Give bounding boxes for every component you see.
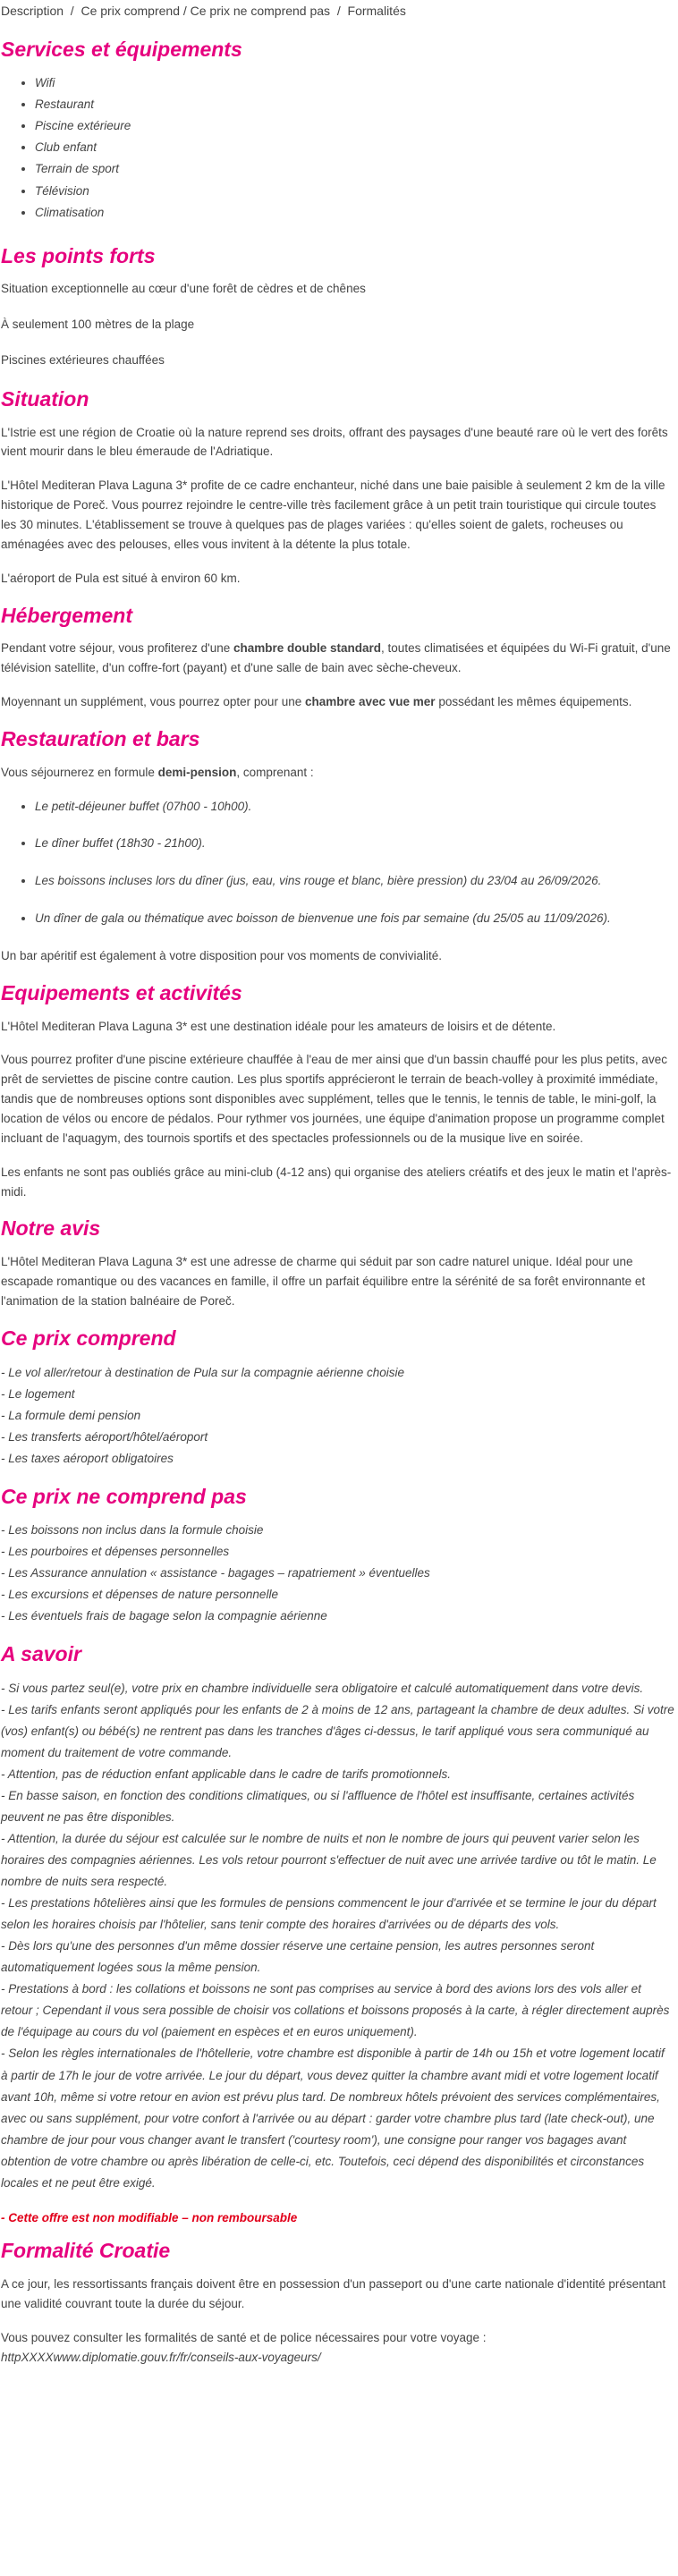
list-item: • Wifi	[35, 72, 674, 94]
list-item: • Piscine extérieure	[35, 115, 674, 137]
price-includes-list	[1, 1362, 674, 1470]
board-type: demi-pension	[157, 765, 237, 779]
list-item: - Le vol aller/retour à destination de Pula sur la compagnie aérienne choisie	[1, 1365, 405, 1379]
highlight-item: À seulement 100 mètres de la plage	[1, 318, 195, 332]
situation-paragraph: L'Istrie est une région de Croatie où la nature reprend ses droits, offrant des paysages d'une beauté rare où le vert des forêts vient mourir dans le bleu émeraude de l'Adriatique.	[1, 425, 668, 459]
list-item: - La formule demi pension	[1, 1408, 141, 1422]
review-heading: Notre avis	[1, 1216, 101, 1241]
dining-heading: Restauration et bars	[1, 726, 200, 750]
list-item: • Un dîner de gala ou thématique avec boisson de bienvenue une fois par semaine (du 25/05 au 11/09/2026).	[35, 909, 674, 928]
list-item: - Le logement	[1, 1386, 75, 1401]
list-item: • Climatisation	[35, 202, 674, 224]
activities-heading: Equipements et activités	[1, 980, 242, 1004]
situation-paragraph: L'Hôtel Mediteran Plava Laguna 3* profite de ce cadre enchanteur, niché dans une baie paisible à seulement 2 km de la ville historique de Poreč. Vous pourrez rejoindre le centre-ville très facilement grâce à un petit train touristique qui circule toutes les 30 minutes. L'établissement se trouve à quelques pas de plages variées : qu'elles soient de galets, rocheuses ou aménagées avec des pelouses, elles vous invitent à la détente la plus totale.	[1, 479, 665, 551]
list-item: - Les boissons non inclus dans la formule choisie	[1, 1523, 264, 1538]
highlights-list	[1, 279, 674, 370]
accommodation-heading: Hébergement	[1, 603, 132, 627]
tab-formalities[interactable]: Formalités	[347, 4, 406, 18]
services-heading: Services et équipements	[1, 37, 242, 61]
text-fragment: Moyennant un supplément, vous pourrez opter pour une	[1, 695, 305, 709]
tab-separator: /	[66, 4, 78, 18]
list-item: • Club enfant	[35, 137, 674, 158]
list-item: • Le petit-déjeuner buffet (07h00 - 10h00).	[35, 797, 674, 817]
list-item: • Télévision	[35, 181, 674, 202]
accommodation-paragraph	[1, 639, 674, 678]
formalities-paragraph: A ce jour, les ressortissants français doivent être en possession d'un passeport ou d'une carte nationale d'identité présentant une validité couvrant toute la durée du séjour.	[1, 2277, 666, 2311]
dining-outro: Un bar apéritif est également à votre disposition pour vos moments de convivialité.	[1, 949, 443, 962]
list-item: - Les transferts aéroport/hôtel/aéroport	[1, 1429, 208, 1444]
dining-intro	[1, 763, 674, 783]
good-to-know-heading: A savoir	[1, 1642, 81, 1666]
formalities-heading: Formalité Croatie	[1, 2239, 171, 2263]
non-refundable-warning: - Cette offre est non modifiable – non remboursable	[1, 2210, 298, 2224]
good-to-know-text: - Si vous partez seul(e), votre prix en chambre individuelle sera obligatoire et calculé automatiquement dans votre devis. - Les tarifs enfants seront appliqués pour les enfants de 2 à moins de 12 ans, partageant la chambre de deux adultes. Si votre (vos) enfant(s) ou bébé(s) ne rentrent pas dans les tranches d'âges ci-dessus, le tarif appliqué vous sera communiqué au moment du traitement de votre commande. - Attention, pas de réduction enfant applicable dans le cadre de tarifs promotionnels. - En basse saison, en fonction des conditions climatiques, ou si l'affluence de l'hôtel est insuffisante, certaines activités peuvent ne pas être disponibles. - Attention, la durée du séjour est calculée sur le nombre de nuits et non le nombre de jours qui peuvent varier selon les horaires des compagnies aériennes. Les vols retour pourront s'effectuer de nuit avec une arrivée tardive ou tôt le matin. Le nombre de nuits sera respecté. - Les prestations hôtelières ainsi que les formules de pensions commencent le jour d'arrivée et se termine le jour du départ selon les horaires choisis par l'hôtelier, sans tenir compte des horaires d'arrivées ou de départs des vols. - Dès lors qu'une des personnes d'un même dossier réserve une certaine pension, les autres personnes seront automatiquement logées sous la même pension. - Prestations à bord : les collations et boissons ne sont pas comprises au service à bord des avions lors des vols aller et retour ; Cependant il vous sera possible de choisir vos collations et boissons proposés à la carte, à régler directement auprès de l'équipage au cours du vol (paiement en espèces et en euros uniquement). - Selon les règles internationales de l'hôtellerie, votre chambre est disponible à partir de 14h ou 15h et votre logement locatif à partir de 17h le jour de votre arrivée. Le jour du départ, vous devez quitter la chambre avant midi et votre logement locatif avant 10h, même si votre retour en avion est prévu plus tard. De nombreux hôtels prévoient des services complémentaires, avec ou sans supplément, pour votre confort à l'arrivée ou au départ : garder votre chambre plus tard (late check-out), une chambre de jour pour vous changer avant le transfert ('courtesy room'), une consigne pour ranger vos bagages avant obtention de votre chambre ou après libération de celle-ci, etc. Toutefois, ceci dépend des disponibilités et circonstances locales et ne peut être exigé.	[1, 1682, 674, 2190]
text-fragment: possédant les mêmes équipements.	[435, 695, 632, 709]
text-fragment: Vous séjournerez en formule	[1, 765, 158, 779]
tab-bar	[1, 0, 674, 29]
text-fragment: Pendant votre séjour, vous profiterez d'une	[1, 641, 233, 656]
services-list	[1, 72, 674, 223]
accommodation-paragraph	[1, 692, 674, 712]
tab-description[interactable]: Description	[1, 4, 64, 18]
list-item: • Les boissons incluses lors du dîner (jus, eau, vins rouge et blanc, bière pression) du 23/04 au 26/09/2026.	[35, 871, 674, 891]
diplomatie-link[interactable]: httpXXXXwww.diplomatie.gouv.fr/fr/conseils-aux-voyageurs/	[1, 2350, 321, 2364]
review-paragraph: L'Hôtel Mediteran Plava Laguna 3* est une adresse de charme qui séduit par son cadre naturel unique. Idéal pour une escapade romantique ou des vacances en famille, il offre un parfait équilibre entre la sérénité de sa forêt environnante et l'animation de la station balnéaire de Poreč.	[1, 1255, 646, 1308]
tab-separator: /	[333, 4, 344, 18]
formalities-paragraph: Vous pouvez consulter les formalités de santé et de police nécessaires pour votre voyage :	[1, 2330, 487, 2344]
activities-paragraph: L'Hôtel Mediteran Plava Laguna 3* est une destination idéale pour les amateurs de loisirs et de détente.	[1, 1019, 556, 1033]
list-item: - Les taxes aéroport obligatoires	[1, 1451, 174, 1465]
room-type: chambre double standard	[233, 641, 382, 656]
list-item: - Les pourboires et dépenses personnelles	[1, 1545, 230, 1559]
room-type: chambre avec vue mer	[304, 695, 436, 709]
list-item: - Les excursions et dépenses de nature personnelle	[1, 1588, 278, 1602]
list-item: • Terrain de sport	[35, 158, 674, 180]
highlight-item: Situation exceptionnelle au cœur d'une forêt de cèdres et de chênes	[1, 282, 366, 296]
list-item: • Le dîner buffet (18h30 - 21h00).	[35, 834, 674, 853]
list-item: - Les Assurance annulation « assistance - bagages – rapatriement » éventuelles	[1, 1566, 430, 1580]
activities-paragraph: Les enfants ne sont pas oubliés grâce au mini-club (4-12 ans) qui organise des ateliers créatifs et des jeux le matin et l'après-midi.	[1, 1165, 672, 1199]
highlights-heading: Les points forts	[1, 243, 156, 267]
situation-heading: Situation	[1, 386, 89, 411]
text-fragment: , toutes climatisées et équipées du Wi-Fi gratuit, d'une télévision satellite, d'un coffre-fort (payant) et d'une salle de bain avec sèche-cheveux.	[1, 641, 671, 675]
text-fragment: , comprenant :	[236, 765, 314, 779]
price-excludes-heading: Ce prix ne comprend pas	[1, 1484, 247, 1508]
price-includes-heading: Ce prix comprend	[1, 1326, 176, 1350]
activities-paragraph: Vous pourrez profiter d'une piscine extérieure chauffée à l'eau de mer ainsi que d'un bassin chauffé pour les plus petits, avec prêt de serviettes de piscine contre caution. Les plus sportifs apprécieront le terrain de beach-volley à proximité immédiate, tandis que de nombreuses options sont disponibles avec supplément, telles que le tennis, le tennis de table, le mini-golf, la location de vélos ou encore de pédalos. Pour rythmer vos journées, une équipe d'animation propose un programme complet incluant de l'aquagym, des tournois sportifs et des spectacles professionnels ou de la musique live en soirée.	[1, 1053, 667, 1145]
list-item: - Les éventuels frais de bagage selon la compagnie aérienne	[1, 1609, 327, 1623]
tab-price-includes[interactable]: Ce prix comprend / Ce prix ne comprend pas	[81, 4, 331, 18]
situation-paragraph: L'aéroport de Pula est situé à environ 60 km.	[1, 571, 241, 585]
price-excludes-list	[1, 1520, 674, 1627]
highlight-item: Piscines extérieures chauffées	[1, 353, 165, 367]
dining-list	[1, 797, 674, 928]
list-item: • Restaurant	[35, 94, 674, 115]
